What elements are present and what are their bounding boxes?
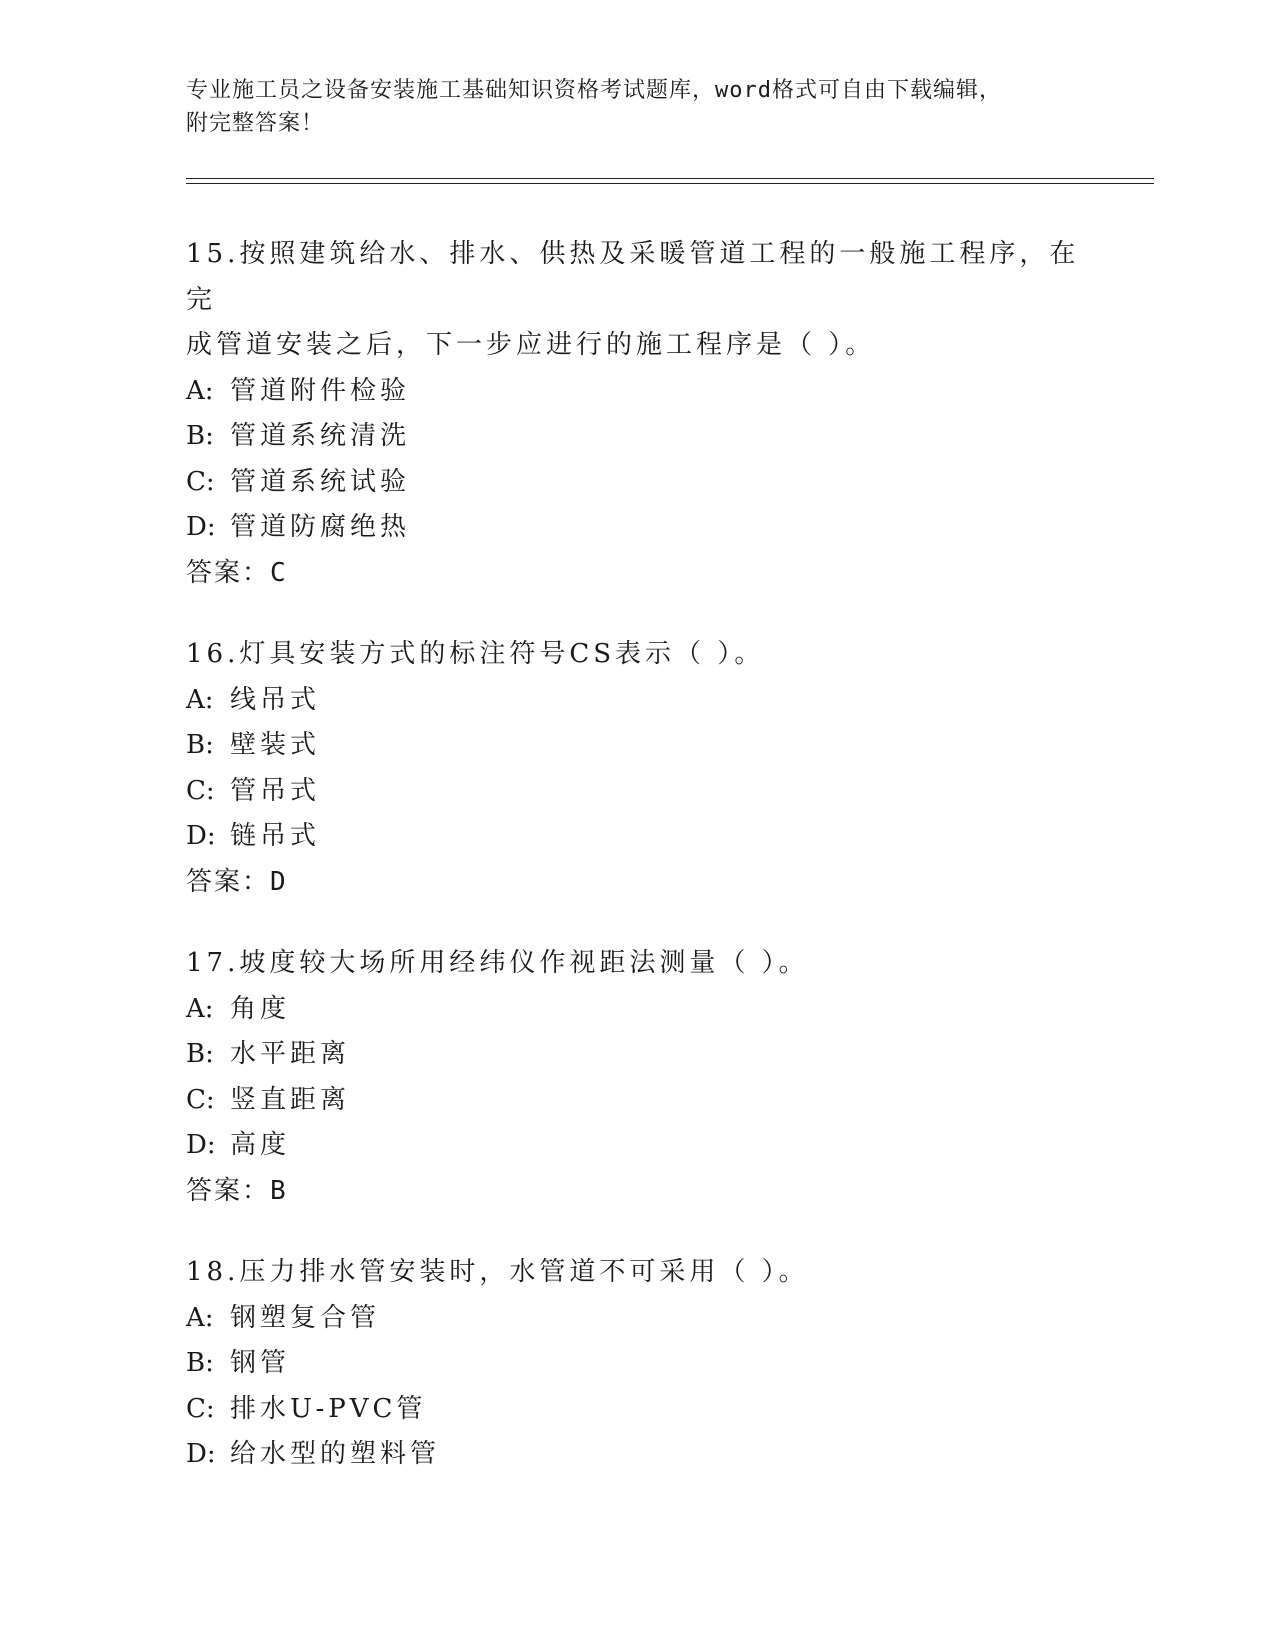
- question-title-line-1: 17.坡度较大场所用经纬仪作视距法测量（ ）。: [186, 948, 809, 978]
- option-text: 钢塑复合管: [230, 1302, 381, 1333]
- option-d: [186, 814, 1086, 860]
- option-key: C:: [186, 1084, 215, 1115]
- option-text: 水平距离: [230, 1039, 351, 1069]
- option-b: [186, 1032, 1086, 1078]
- option-key: A:: [186, 684, 214, 715]
- option-key: A:: [186, 993, 214, 1024]
- option-text: 管道附件检验: [230, 375, 411, 406]
- option-key: C:: [186, 1393, 215, 1424]
- option-text: 管道系统清洗: [230, 421, 411, 451]
- header-divider-top: [186, 178, 1154, 179]
- option-c: [186, 1078, 1086, 1124]
- option-text: 排水U-PVC管: [230, 1393, 427, 1424]
- option-text: 线吊式: [230, 684, 321, 715]
- option-c: [186, 769, 1086, 815]
- option-text: 角度: [230, 993, 291, 1024]
- header-line-2: 附完整答案！: [186, 111, 325, 136]
- question-17: [186, 941, 1086, 1214]
- question-title-line-1: 16.灯具安装方式的标注符号CS表示（ ）。: [186, 639, 765, 669]
- option-key: B:: [186, 730, 214, 760]
- question-15: [186, 232, 1086, 596]
- option-a: [186, 369, 1086, 415]
- header-divider-bottom: [186, 183, 1154, 184]
- document-header: [186, 74, 1086, 140]
- option-text: 壁装式: [230, 730, 321, 760]
- header-line-1: 专业施工员之设备安装施工基础知识资格考试题库，word格式可自由下载编辑，: [186, 78, 1002, 103]
- question-list: [186, 232, 1086, 1514]
- option-text: 管道系统试验: [230, 466, 411, 497]
- option-d: [186, 505, 1086, 551]
- option-d: [186, 1432, 1086, 1478]
- option-a: [186, 1296, 1086, 1342]
- option-key: C:: [186, 775, 215, 806]
- option-key: D:: [186, 1439, 216, 1469]
- option-key: A:: [186, 1302, 214, 1333]
- answer-label: 答案：: [186, 1175, 271, 1206]
- answer-value: C: [270, 557, 288, 588]
- option-b: [186, 1341, 1086, 1387]
- option-text: 钢管: [230, 1348, 291, 1378]
- question-title-line-1: 18.压力排水管安装时，水管道不可采用（ ）。: [186, 1257, 809, 1287]
- option-text: 竖直距离: [230, 1084, 351, 1115]
- question-title-line-1: 15.按照建筑给水、排水、供热及采暖管道工程的一般施工程序，在完: [186, 239, 1080, 315]
- option-text: 高度: [230, 1130, 291, 1160]
- option-key: A:: [186, 375, 214, 406]
- option-b: [186, 414, 1086, 460]
- option-b: [186, 723, 1086, 769]
- option-key: D:: [186, 1130, 216, 1160]
- option-a: [186, 987, 1086, 1033]
- option-key: B:: [186, 1348, 214, 1378]
- option-key: B:: [186, 421, 214, 451]
- option-key: D:: [186, 821, 216, 851]
- option-text: 链吊式: [230, 821, 321, 851]
- answer-line: [186, 1169, 1086, 1215]
- option-text: 管吊式: [230, 775, 321, 806]
- answer-line: [186, 551, 1086, 597]
- question-title-line-2: 成管道安装之后，下一步应进行的施工程序是（ ）。: [186, 330, 876, 360]
- option-text: 给水型的塑料管: [230, 1439, 441, 1469]
- option-c: [186, 1387, 1086, 1433]
- option-key: C:: [186, 466, 215, 497]
- question-18: [186, 1250, 1086, 1478]
- answer-label: 答案：: [186, 866, 271, 897]
- answer-value: D: [270, 866, 288, 897]
- answer-label: 答案：: [186, 557, 271, 588]
- option-text: 管道防腐绝热: [230, 512, 411, 542]
- option-c: [186, 460, 1086, 506]
- option-key: B:: [186, 1039, 214, 1069]
- question-16: [186, 632, 1086, 905]
- option-a: [186, 678, 1086, 724]
- option-key: D:: [186, 512, 216, 542]
- answer-value: B: [270, 1175, 288, 1206]
- option-d: [186, 1123, 1086, 1169]
- answer-line: [186, 860, 1086, 906]
